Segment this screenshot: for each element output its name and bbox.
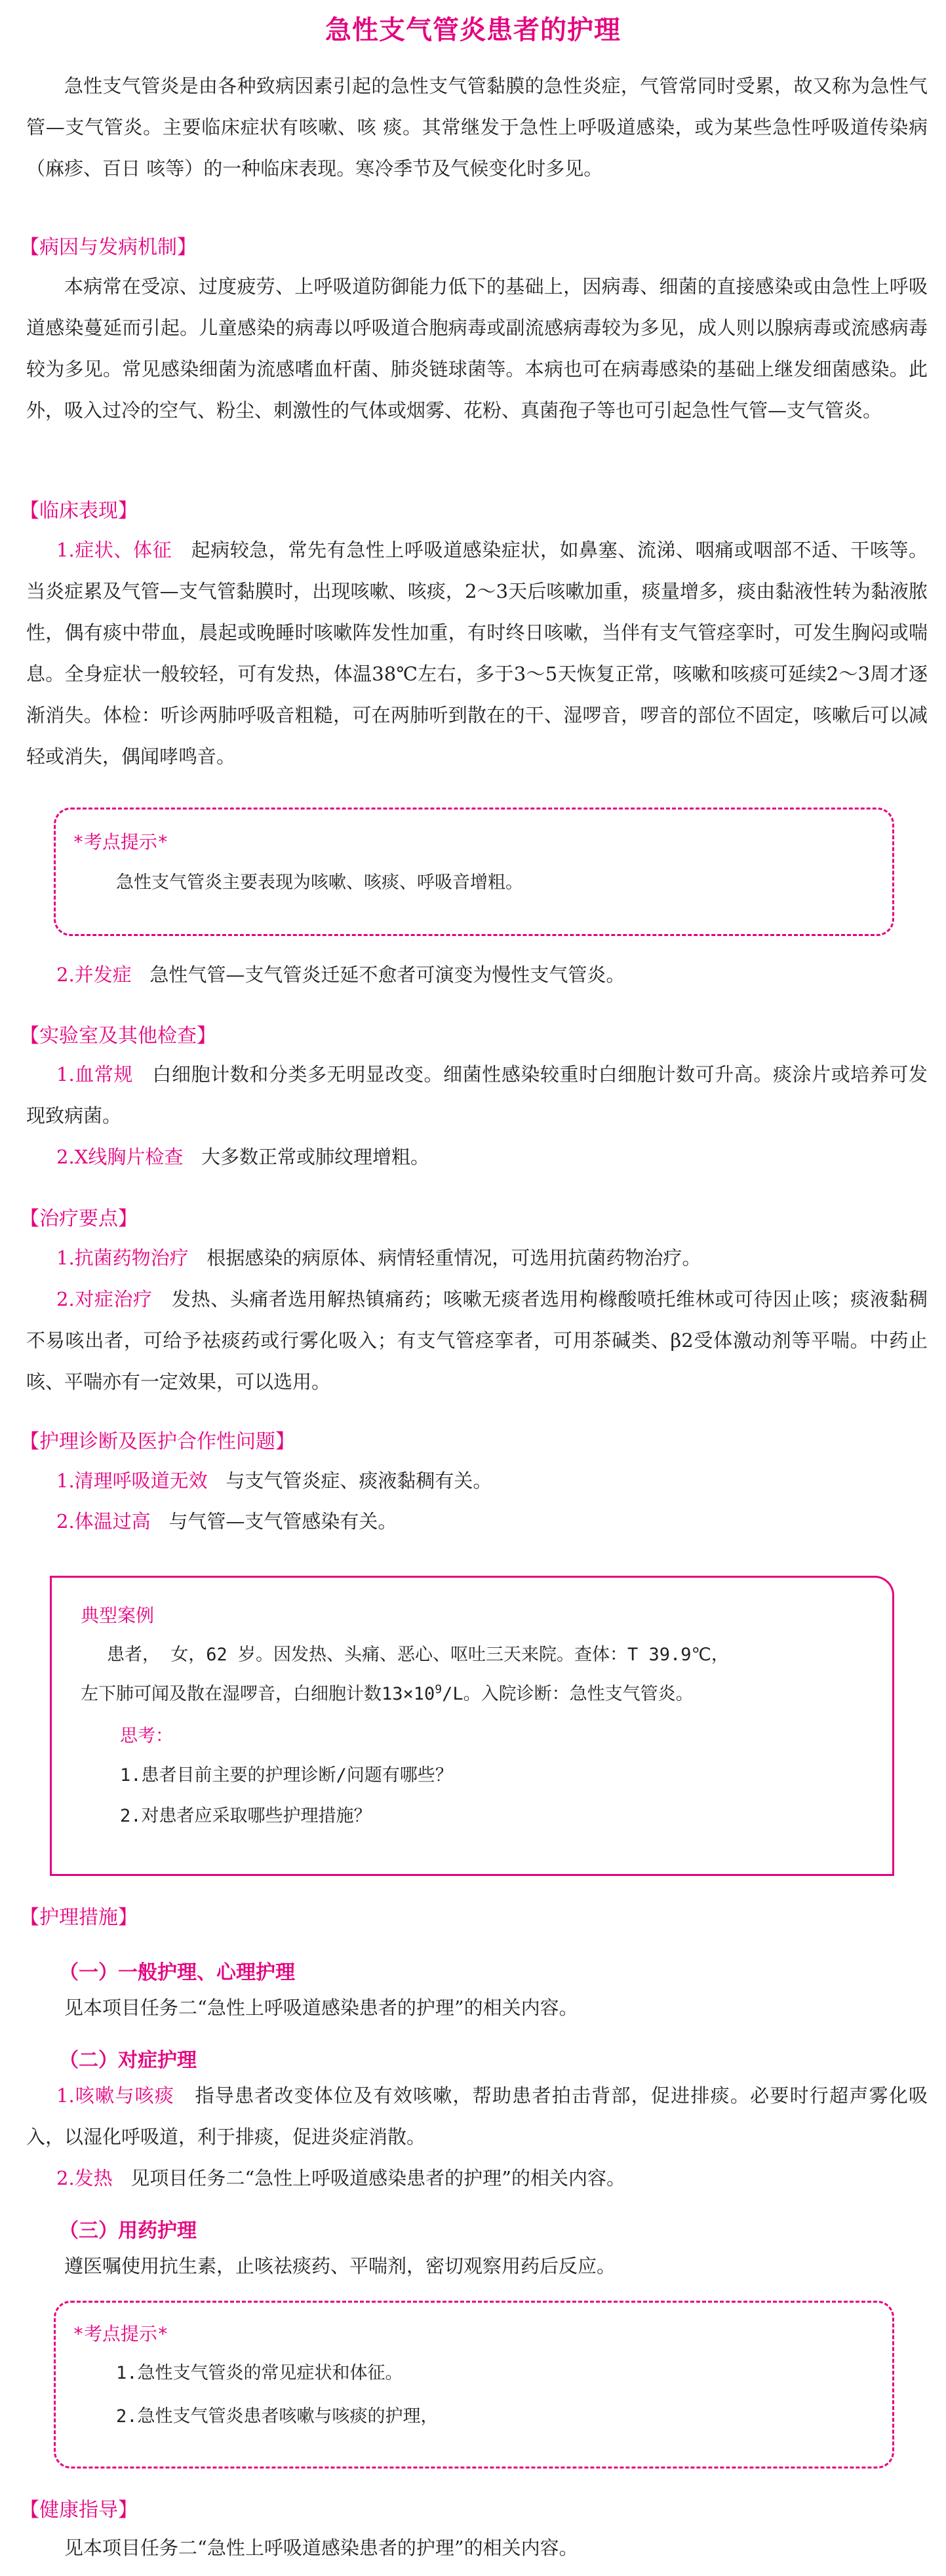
clinical-item-1-label: 1.症状、体征 bbox=[56, 539, 172, 561]
section-heading-measures: 【护理措施】 bbox=[20, 1906, 138, 1929]
exam-tip-box-2 bbox=[54, 2301, 894, 2469]
case-line-1: 患者， 女，62 岁。因发热、头痛、恶心、呕吐三天来院。查体：T 39.9℃， bbox=[107, 1645, 729, 1665]
lab-item-2-label: 2.X线胸片检查 bbox=[56, 1146, 184, 1168]
clinical-item-1 bbox=[26, 530, 928, 777]
case-line-2 bbox=[81, 1675, 694, 1714]
diagnosis-item-1-text: 与支气管炎症、痰液黏稠有关。 bbox=[226, 1470, 492, 1492]
exam-tip-text-1: 急性支气管炎主要表现为咳嗽、咳痰、呼吸音增粗。 bbox=[116, 872, 523, 893]
case-line-2-main: 左下肺可闻及散在湿啰音，白细胞计数13×10 bbox=[81, 1684, 435, 1704]
section-heading-diagnosis: 【护理诊断及医护合作性问题】 bbox=[20, 1430, 295, 1453]
section-heading-lab: 【实验室及其他检查】 bbox=[20, 1025, 216, 1047]
measures-sub-heading-3: （三）用药护理 bbox=[59, 2219, 197, 2242]
treatment-item-2-text: 发热、头痛者选用解热镇痛药；咳嗽无痰者选用枸橼酸喷托维林或可待因止咳；痰液黏稠不易咳出者，可给予祛痰药或行雾化吸入；有支气管痉挛者，可用茶碱类、β2受体激动剂等平喘。中药止咳、平喘亦有一定效果，可以选用。 bbox=[26, 1288, 928, 1393]
diagnosis-item-1 bbox=[26, 1460, 928, 1502]
intro-paragraph: 急性支气管炎是由各种致病因素引起的急性支气管黏膜的急性炎症，气管常同时受累，故又称为急性气管—支气管炎。主要临床症状有咳嗽、咳 痰。其常继发于急性上呼吸道感染，或为某些急性呼吸道传染病（麻疹、百日 咳等）的一种临床表现。寒冷季节及气候变化时多见。 bbox=[26, 75, 928, 180]
exam-tip-box-1 bbox=[54, 808, 894, 936]
case-title: 典型案例 bbox=[81, 1605, 155, 1626]
measures-item-2-label: 2.发热 bbox=[56, 2167, 113, 2189]
clinical-item-2-text: 急性气管—支气管炎迁延不愈者可演变为慢性支气管炎。 bbox=[149, 964, 625, 986]
case-line-2-tail: /L。入院诊断：急性支气管炎。 bbox=[442, 1684, 694, 1704]
measures-item-2 bbox=[26, 2158, 928, 2199]
treatment-item-2-label: 2.对症治疗 bbox=[56, 1288, 153, 1310]
exam-tip-title-1: *考点提示* bbox=[73, 831, 168, 853]
clinical-item-2 bbox=[26, 954, 928, 996]
exam-tip-2-item-1: 1.急性支气管炎的常见症状和体征。 bbox=[116, 2363, 403, 2383]
section-heading-clinical: 【临床表现】 bbox=[20, 499, 138, 522]
lab-item-1 bbox=[26, 1054, 928, 1137]
measures-item-1-text: 指导患者改变体位及有效咳嗽，帮助患者拍击背部，促进排痰。必要时行超声雾化吸入，以湿化呼吸道，利于排痰，促进炎症消散。 bbox=[26, 2084, 928, 2148]
case-question-1: 1.患者目前主要的护理诊断/问题有哪些？ bbox=[120, 1765, 453, 1786]
lab-item-2-text: 大多数正常或肺纹理增粗。 bbox=[201, 1146, 429, 1168]
exam-tip-2-item-2: 2.急性支气管炎患者咳嗽与咳痰的护理， bbox=[116, 2406, 439, 2427]
measures-sub-heading-2: （二）对症护理 bbox=[59, 2049, 197, 2072]
case-line-2-superscript: 9 bbox=[435, 1683, 443, 1696]
exam-tip-title-2: *考点提示* bbox=[73, 2323, 168, 2345]
page-title: 急性支气管炎患者的护理 bbox=[325, 15, 621, 45]
health-paragraph: 见本项目任务二“急性上呼吸道感染患者的护理”的相关内容。 bbox=[64, 2537, 578, 2559]
measures-sub-heading-1: （一）一般护理、心理护理 bbox=[59, 1961, 295, 1984]
case-question-2: 2.对患者应采取哪些护理措施？ bbox=[120, 1806, 372, 1826]
diagnosis-item-2 bbox=[26, 1501, 928, 1542]
diagnosis-item-1-label: 1.清理呼吸道无效 bbox=[56, 1470, 208, 1492]
case-box bbox=[50, 1576, 894, 1876]
case-think-label: 思考： bbox=[120, 1726, 173, 1746]
measures-sub3-text: 遵医嘱使用抗生素，止咳祛痰药、平喘剂，密切观察用药后反应。 bbox=[64, 2255, 616, 2277]
lab-item-1-text: 白细胞计数和分类多无明显改变。细菌性感染较重时白细胞计数可升高。痰涂片或培养可发现致病菌。 bbox=[26, 1063, 928, 1127]
clinical-item-2-label: 2.并发症 bbox=[56, 964, 132, 986]
diagnosis-item-2-text: 与气管—支气管感染有关。 bbox=[168, 1510, 397, 1532]
treatment-item-2 bbox=[26, 1279, 928, 1403]
lab-item-2 bbox=[26, 1137, 928, 1178]
treatment-item-1-label: 1.抗菌药物治疗 bbox=[56, 1247, 189, 1269]
measures-item-2-text: 见项目任务二“急性上呼吸道感染患者的护理”的相关内容。 bbox=[130, 2167, 625, 2189]
lab-item-1-label: 1.血常规 bbox=[56, 1063, 133, 1085]
clinical-item-1-text: 起病较急，常先有急性上呼吸道感染症状，如鼻塞、流涕、咽痛或咽部不适、干咳等。当炎症累及气管—支气管黏膜时，出现咳嗽、咳痰，2～3天后咳嗽加重，痰量增多，痰由黏液性转为黏液脓性，偶有痰中带血，晨起或晚睡时咳嗽阵发性加重，有时终日咳嗽，当伴有支气管痉挛时，可发生胸闷或喘息。全身症状一般较轻，可有发热，体温38℃左右，多于3～5天恢复正常，咳嗽和咳痰可延续2～3周才逐渐消失。体检：听诊两肺呼吸音粗糙，可在两肺听到散在的干、湿啰音，啰音的部位不固定，咳嗽后可以减轻或消失，偶闻哮鸣音。 bbox=[26, 539, 928, 768]
section-heading-etiology: 【病因与发病机制】 bbox=[20, 236, 197, 259]
measures-sub1-text: 见本项目任务二“急性上呼吸道感染患者的护理”的相关内容。 bbox=[64, 1997, 578, 2019]
treatment-item-1 bbox=[26, 1238, 928, 1279]
treatment-item-1-text: 根据感染的病原体、病情轻重情况，可选用抗菌药物治疗。 bbox=[207, 1247, 701, 1269]
diagnosis-item-2-label: 2.体温过高 bbox=[56, 1510, 151, 1532]
measures-item-1-label: 1.咳嗽与咳痰 bbox=[56, 2084, 175, 2107]
etiology-paragraph: 本病常在受凉、过度疲劳、上呼吸道防御能力低下的基础上，因病毒、细菌的直接感染或由急性上呼吸道感染蔓延而引起。儿童感染的病毒以呼吸道合胞病毒或副流感病毒较为多见，成人则以腺病毒或流感病毒较为多见。常见感染细菌为流感嗜血杆菌、肺炎链球菌等。本病也可在病毒感染的基础上继发细菌感染。此外，吸入过冷的空气、粉尘、刺激性的气体或烟雾、花粉、真菌孢子等也可引起急性气管—支气管炎。 bbox=[26, 275, 928, 421]
section-heading-health: 【健康指导】 bbox=[20, 2499, 138, 2522]
section-heading-treatment: 【治疗要点】 bbox=[20, 1207, 138, 1230]
measures-item-1 bbox=[26, 2075, 928, 2158]
